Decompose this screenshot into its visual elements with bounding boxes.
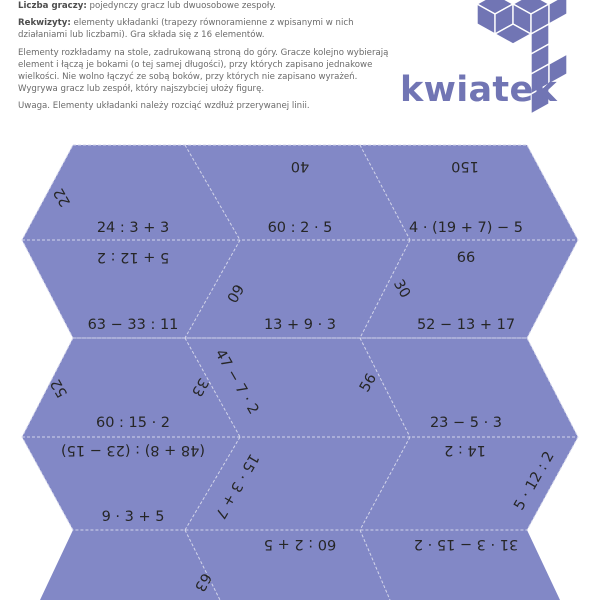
- tile-label: 63: [190, 570, 215, 594]
- tile-label: 63 − 33 : 11: [87, 317, 179, 333]
- puzzle-hexagon-bands: [22, 145, 578, 600]
- note-paragraph: Uwaga. Elementy układanki należy rozciąć wzdłuż przerywanej linii.: [18, 101, 310, 112]
- tile-label: 60 : 2 · 5: [267, 220, 333, 236]
- tile-label: 56: [356, 371, 381, 395]
- tile-label: 47 − 7 · 2: [211, 346, 262, 418]
- tile-label: (48 + 8) : (23 − 15): [60, 442, 206, 458]
- rules-paragraph: Elementy rozkładamy na stole, zadrukowaną stroną do góry. Gracze kolejno wybierają element i łączą je bokami (o tej samej długości), przy których zapisano jednakowe wielkości. Nie wolno łączyć ze sobą boków, przy których nie zapisano wyrażeń. Wygrywa gracz lub zespół, który najszybciej ułoży figurę.: [18, 47, 389, 95]
- tile-label: 33: [187, 375, 212, 399]
- tile-label: 23 − 5 · 3: [429, 415, 503, 431]
- tile-label: 66: [456, 250, 476, 266]
- tile-label: 60 : 2 + 5: [263, 536, 337, 552]
- tile-label: 14 : 2: [444, 442, 486, 458]
- tile-label: 60: [222, 281, 247, 305]
- tile-label: 15 · 3 + 7: [211, 450, 262, 522]
- tile-label: 24 : 3 + 3: [96, 220, 170, 236]
- tile-label: 9 · 3 + 5: [101, 509, 165, 525]
- tile-label: 5 + 12 : 2: [96, 249, 170, 265]
- tile-label: 150: [451, 158, 479, 174]
- tile-label: 30: [389, 277, 414, 301]
- props-text: elementy układanki (trapezy równoramienne z wpisanymi w nich działaniami lub liczbami). Gra składa się z 16 elementów.: [18, 18, 354, 41]
- tile-label: 52 − 13 + 17: [416, 317, 516, 333]
- logo-wordmark: kwiatek: [400, 70, 558, 110]
- tile-label: 13 + 9 · 3: [263, 317, 337, 333]
- tile-label: 52: [47, 376, 72, 400]
- players-label: Liczba graczy:: [18, 1, 87, 11]
- tile-label: 40: [290, 158, 310, 174]
- tile-label: 31 · 3 − 15 · 2: [413, 536, 519, 552]
- players-text: pojedynczy gracz lub dwuosobowe zespoły.: [89, 1, 276, 11]
- tile-label: 4 · (19 + 7) − 5: [408, 220, 524, 236]
- tile-label: 22: [50, 185, 75, 209]
- props-label: Rekwizyty:: [18, 18, 71, 29]
- tile-label: 60 : 15 · 2: [95, 415, 171, 431]
- tile-label: 5 · 12 : 2: [511, 448, 558, 514]
- puzzle-band-2: [22, 338, 578, 530]
